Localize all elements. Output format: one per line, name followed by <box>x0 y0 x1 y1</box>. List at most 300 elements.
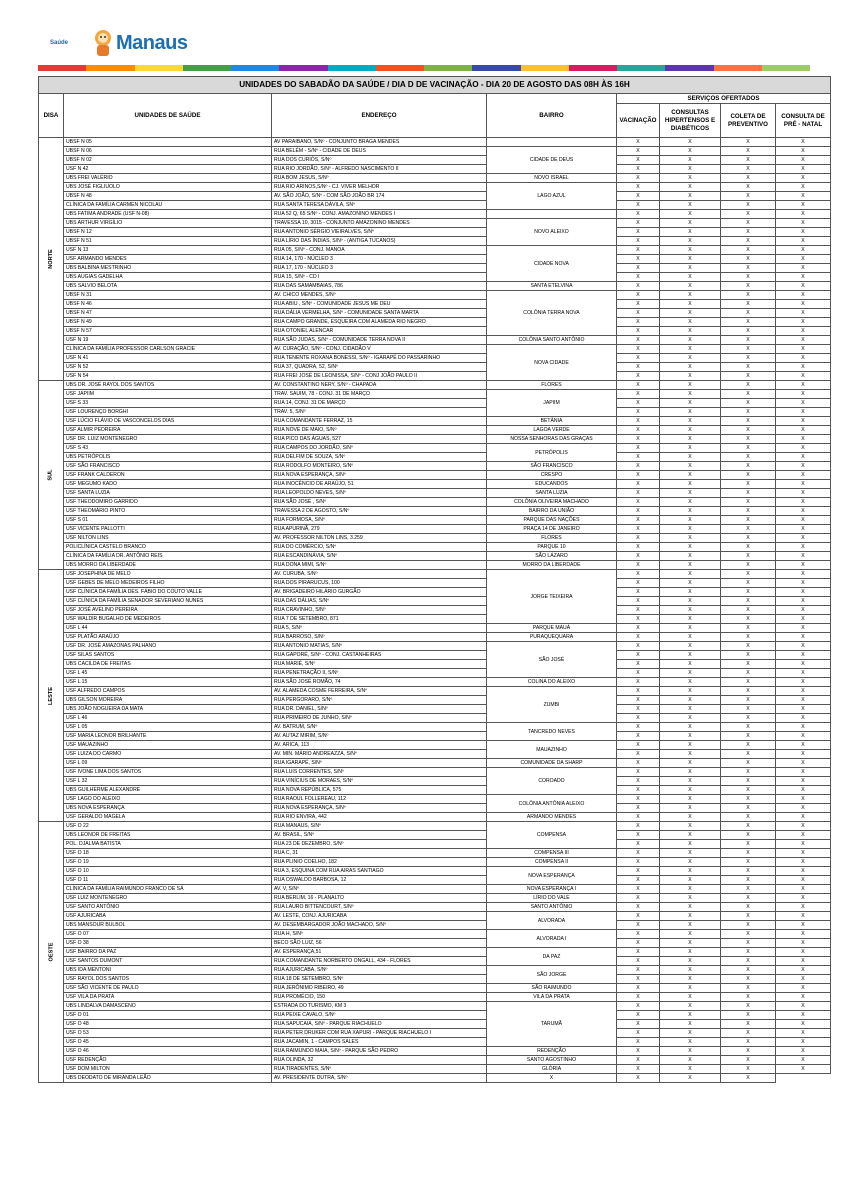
table-row <box>39 561 831 570</box>
unit-name: UBS DR. JOSÉ RAYOL DOS SANTOS <box>64 381 272 390</box>
region-oeste <box>39 822 64 1083</box>
service-coleta-mark: X <box>721 228 776 237</box>
service-consultas-mark: X <box>660 615 721 624</box>
strip-segment <box>183 65 231 71</box>
service-vacinacao-mark: X <box>617 309 660 318</box>
service-prenatal-mark: X <box>776 723 831 732</box>
service-consultas-mark: X <box>660 705 721 714</box>
service-vacinacao-mark: X <box>617 984 660 993</box>
unit-bairro: COMUNIDADE DA SHARP <box>487 759 617 768</box>
service-consultas-mark: X <box>660 597 721 606</box>
service-coleta-mark: X <box>721 408 776 417</box>
service-vacinacao-mark: X <box>617 363 660 372</box>
service-prenatal-mark: X <box>776 786 831 795</box>
unit-address: RUA 14, 170 - NÚCLEO 3 <box>272 255 487 264</box>
service-vacinacao-mark: X <box>617 480 660 489</box>
service-vacinacao-mark: X <box>617 561 660 570</box>
service-prenatal-mark: X <box>776 624 831 633</box>
service-consultas-mark: X <box>660 264 721 273</box>
service-prenatal-mark: X <box>776 408 831 417</box>
unit-bairro: PARQUE 10 <box>487 543 617 552</box>
service-consultas-mark: X <box>660 966 721 975</box>
service-vacinacao-mark: X <box>617 507 660 516</box>
service-coleta-mark: X <box>721 444 776 453</box>
unit-name: USF L 05 <box>64 723 272 732</box>
unit-bairro: CRESPO <box>487 471 617 480</box>
col-disa: DISA <box>39 94 64 138</box>
service-consultas-mark: X <box>660 678 721 687</box>
unit-address: RUA TENENTE ROXANA BONESSI, S/Nº - IGARAPÉ DO PASSARINHO <box>272 354 487 363</box>
unit-bairro: ALVORADA I <box>487 930 617 948</box>
table-row <box>39 552 831 561</box>
service-prenatal-mark: X <box>776 966 831 975</box>
col-bairro: BAIRRO <box>487 94 617 138</box>
unit-name: UBS PETRÓPOLIS <box>64 453 272 462</box>
unit-address: RUA PERGORARO, S/Nº <box>272 696 487 705</box>
unit-bairro: PARQUE DAS NAÇÕES <box>487 516 617 525</box>
table-row <box>39 1020 831 1029</box>
service-consultas-mark: X <box>660 489 721 498</box>
service-vacinacao-mark: X <box>617 354 660 363</box>
unit-name: USF O 22 <box>64 822 272 831</box>
unit-name: CLÍNICA DA FAMÍLIA RAIMUNDO FRANCO DE SÁ <box>64 885 272 894</box>
unit-bairro: TANCREDO NEVES <box>487 723 617 741</box>
unit-name: USF O 07 <box>64 930 272 939</box>
service-prenatal-mark: X <box>776 687 831 696</box>
service-consultas-mark: X <box>660 741 721 750</box>
strip-segment <box>86 65 134 71</box>
unit-name: USF L 15 <box>64 678 272 687</box>
table-row <box>39 786 831 795</box>
service-prenatal-mark: X <box>776 399 831 408</box>
service-vacinacao-mark: X <box>617 588 660 597</box>
service-vacinacao-mark: X <box>617 300 660 309</box>
unit-address: RUA SAPUCAIA, S/Nº - PARQUE RIACHUELO <box>272 1020 487 1029</box>
service-vacinacao-mark: X <box>617 894 660 903</box>
service-coleta-mark: X <box>721 570 776 579</box>
service-vacinacao-mark: X <box>617 921 660 930</box>
service-prenatal-mark: X <box>776 669 831 678</box>
unit-name: POLICLÍNICA CASTELO BRANCO <box>64 543 272 552</box>
service-prenatal-mark: X <box>776 237 831 246</box>
unit-address: RUA RODOLFO MONTEIRO, S/Nº <box>272 462 487 471</box>
service-vacinacao-mark: X <box>617 939 660 948</box>
service-coleta-mark: X <box>721 984 776 993</box>
service-prenatal-mark: X <box>776 390 831 399</box>
table-row <box>39 291 831 300</box>
unit-address: RUA H, S/Nº <box>272 930 487 939</box>
unit-bairro: CIDADE DE DEUS <box>487 147 617 174</box>
service-prenatal-mark: X <box>776 174 831 183</box>
service-coleta-mark: X <box>721 453 776 462</box>
unit-name: UBSF N 57 <box>64 327 272 336</box>
service-coleta-mark: X <box>721 327 776 336</box>
strip-segment <box>472 65 520 71</box>
unit-address: RUA JERÔNIMO RIBEIRO, 49 <box>272 984 487 993</box>
service-vacinacao-mark: X <box>617 777 660 786</box>
service-consultas-mark: X <box>660 165 721 174</box>
service-vacinacao-mark: X <box>617 831 660 840</box>
table-row <box>39 399 831 408</box>
table-row <box>39 453 831 462</box>
unit-bairro: BAIRRO DA UNIÃO <box>487 507 617 516</box>
unit-address: RUA NOVA ESPERANÇA, S/Nº <box>272 804 487 813</box>
unit-address: AV. SÃO JOÃO, S/Nº - COM SÃO JOÃO BR 174 <box>272 192 487 201</box>
col-vacinacao: VACINAÇÃO <box>617 104 660 138</box>
service-vacinacao-mark: X <box>617 1020 660 1029</box>
header-logos <box>44 26 244 64</box>
service-coleta-mark: X <box>721 462 776 471</box>
service-consultas-mark: X <box>660 318 721 327</box>
table-row <box>39 264 831 273</box>
service-prenatal-mark: X <box>776 912 831 921</box>
unit-address: RUA SANTA TERESA DÁVILA, SNº <box>272 201 487 210</box>
unit-bairro: LAGO AZUL <box>487 183 617 210</box>
service-vacinacao-mark: X <box>617 570 660 579</box>
service-coleta-mark: X <box>721 876 776 885</box>
service-prenatal-mark: X <box>776 1020 831 1029</box>
service-prenatal-mark: X <box>776 192 831 201</box>
unit-name: USF N 41 <box>64 354 272 363</box>
table-row <box>39 651 831 660</box>
service-prenatal-mark: X <box>776 696 831 705</box>
service-coleta-mark: X <box>721 804 776 813</box>
unit-address: RUA DR. DANIEL, S/Nº <box>272 705 487 714</box>
unit-address: RUA PRIMEIRO DE JUNHO, S/Nº <box>272 714 487 723</box>
service-prenatal-mark: X <box>776 849 831 858</box>
table-row <box>39 525 831 534</box>
service-consultas-mark: X <box>660 1020 721 1029</box>
service-consultas-mark: X <box>660 300 721 309</box>
units-table <box>38 76 831 1083</box>
service-coleta-mark: X <box>721 381 776 390</box>
service-prenatal-mark: X <box>776 336 831 345</box>
unit-name: USF BAIRRO DA PAZ <box>64 948 272 957</box>
service-vacinacao-mark: X <box>617 147 660 156</box>
service-coleta-mark: X <box>721 624 776 633</box>
service-coleta-mark: X <box>721 480 776 489</box>
mascot-icon <box>90 28 116 58</box>
table-row <box>39 1074 831 1083</box>
service-prenatal-mark: X <box>776 210 831 219</box>
service-coleta-mark: X <box>721 255 776 264</box>
service-prenatal-mark: X <box>776 165 831 174</box>
unit-name: UBS ARTHUR VIRGÍLIO <box>64 219 272 228</box>
service-prenatal-mark: X <box>776 183 831 192</box>
service-prenatal-mark: X <box>776 300 831 309</box>
service-consultas-mark: X <box>660 651 721 660</box>
unit-address: RUA SÃO JOSÉ ROMÃO, 74 <box>272 678 487 687</box>
service-prenatal-mark: X <box>776 534 831 543</box>
service-coleta-mark: X <box>721 354 776 363</box>
service-prenatal-mark: X <box>776 327 831 336</box>
unit-address: AV. V, S/Nº <box>272 885 487 894</box>
service-coleta-mark: X <box>721 273 776 282</box>
table-row <box>39 831 831 840</box>
unit-address: RUA GAPORÉ, S/Nº - CONJ. CASTANHEIRAS <box>272 651 487 660</box>
service-vacinacao-mark: X <box>617 345 660 354</box>
service-coleta-mark: X <box>721 957 776 966</box>
unit-name: POL. DJALMA BATISTA <box>64 840 272 849</box>
service-prenatal-mark: X <box>776 822 831 831</box>
service-coleta-mark: X <box>721 291 776 300</box>
service-consultas-mark: X <box>660 1011 721 1020</box>
service-vacinacao-mark: X <box>617 849 660 858</box>
service-prenatal-mark: X <box>776 273 831 282</box>
service-coleta-mark: X <box>721 966 776 975</box>
table-row <box>39 498 831 507</box>
service-prenatal-mark: X <box>776 1011 831 1020</box>
service-consultas-mark: X <box>660 795 721 804</box>
unit-bairro: SÃO FRANCISCO <box>487 462 617 471</box>
table-row <box>39 408 831 417</box>
service-consultas-mark: X <box>660 228 721 237</box>
service-coleta-mark: X <box>721 912 776 921</box>
service-consultas-mark: X <box>660 138 721 147</box>
table-row <box>39 966 831 975</box>
service-consultas-mark: X <box>660 471 721 480</box>
service-consultas-mark: X <box>660 534 721 543</box>
unit-address: RUA RIO ARINOS,S/Nº - CJ. VIVER MELHOR <box>272 183 487 192</box>
service-consultas-mark: X <box>660 498 721 507</box>
unit-address: RUA FORMOSA, S/Nº <box>272 516 487 525</box>
service-vacinacao-mark: X <box>617 444 660 453</box>
service-vacinacao-mark: X <box>617 1038 660 1047</box>
unit-name: USF GERALDO MAGELA <box>64 813 272 822</box>
unit-name: UBSF N 51 <box>64 237 272 246</box>
unit-name: USF SANTOS DUMONT <box>64 957 272 966</box>
table-row <box>39 894 831 903</box>
unit-name: USF GEBES DE MELO MEDEIROS FILHO <box>64 579 272 588</box>
unit-address: AV. BRIGADEIRO HILÁRIO GURGÃO <box>272 588 487 597</box>
service-coleta-mark: X <box>721 156 776 165</box>
unit-bairro: CIDADE NOVA <box>487 246 617 282</box>
unit-bairro: LAGOA VERDE <box>487 426 617 435</box>
unit-name: USF SÃO VICENTE DE PAULO <box>64 984 272 993</box>
service-coleta-mark: X <box>721 1011 776 1020</box>
service-vacinacao-mark: X <box>617 138 660 147</box>
service-coleta-mark: X <box>721 714 776 723</box>
service-consultas-mark: X <box>660 867 721 876</box>
service-consultas-mark: X <box>660 552 721 561</box>
unit-bairro: COLÔNIA ANTÔNIA ALEIXO <box>487 795 617 813</box>
unit-name: USF LUIZ MONTENEGRO <box>64 894 272 903</box>
service-coleta-mark: X <box>721 921 776 930</box>
table-row <box>39 192 831 201</box>
service-vacinacao-mark: X <box>617 804 660 813</box>
table-row <box>39 741 831 750</box>
service-prenatal-mark: X <box>776 1047 831 1056</box>
table-row <box>39 210 831 219</box>
service-prenatal-mark: X <box>776 345 831 354</box>
unit-name: UBS GILSON MOREIRA <box>64 696 272 705</box>
unit-name: UBS MANSOUR BULBOL <box>64 921 272 930</box>
service-consultas-mark: X <box>660 642 721 651</box>
unit-name: USF S 33 <box>64 399 272 408</box>
service-coleta-mark: X <box>721 597 776 606</box>
service-consultas-mark: X <box>660 417 721 426</box>
service-coleta-mark: X <box>721 840 776 849</box>
service-vacinacao-mark: X <box>617 489 660 498</box>
service-consultas-mark: X <box>660 840 721 849</box>
service-vacinacao-mark: X <box>617 903 660 912</box>
unit-name: USF N 54 <box>64 372 272 381</box>
service-consultas-mark: X <box>660 831 721 840</box>
service-consultas-mark: X <box>660 561 721 570</box>
table-row <box>39 300 831 309</box>
service-coleta-mark: X <box>721 669 776 678</box>
table-row <box>39 867 831 876</box>
service-coleta-mark: X <box>721 903 776 912</box>
service-vacinacao-mark: X <box>617 318 660 327</box>
service-vacinacao-mark: X <box>617 912 660 921</box>
service-coleta-mark: X <box>721 174 776 183</box>
table-row <box>39 876 831 885</box>
table-row <box>39 921 831 930</box>
service-vacinacao-mark: X <box>617 678 660 687</box>
unit-address: RUA PENETRAÇÃO II, S/Nº <box>272 669 487 678</box>
unit-name: USF SANTA LUZIA <box>64 489 272 498</box>
table-row <box>39 939 831 948</box>
service-prenatal-mark: X <box>776 975 831 984</box>
service-prenatal-mark: X <box>776 489 831 498</box>
service-vacinacao-mark: X <box>617 768 660 777</box>
table-row <box>39 165 831 174</box>
strip-segment <box>231 65 279 71</box>
unit-address: RUA MARIÉ, S/Nº <box>272 660 487 669</box>
unit-address: RUA DONA MIMI, S/Nº <box>272 561 487 570</box>
strip-segment <box>38 65 86 71</box>
service-vacinacao-mark: X <box>617 759 660 768</box>
service-prenatal-mark: X <box>776 930 831 939</box>
unit-address: AV. LESTE, CONJ. AJURICABA <box>272 912 487 921</box>
service-vacinacao-mark: X <box>617 840 660 849</box>
service-consultas-mark: X <box>660 858 721 867</box>
service-vacinacao-mark: X <box>617 543 660 552</box>
service-consultas-mark: X <box>660 399 721 408</box>
unit-address: RUA RAOUL FOLLEREAU, 112 <box>272 795 487 804</box>
service-coleta-mark: X <box>721 1065 776 1074</box>
strip-segment <box>135 65 183 71</box>
unit-address: RUA LAURO BITTENCOURT, S/Nº <box>272 903 487 912</box>
col-prenatal: CONSULTA DE PRÉ - NATAL <box>776 104 831 138</box>
service-vacinacao-mark: X <box>617 1002 660 1011</box>
unit-address: RUA RIO JORDÃO, S/Nº - ALFREDO NASCIMENTO II <box>272 165 487 174</box>
service-prenatal-mark: X <box>776 732 831 741</box>
service-vacinacao-mark: X <box>617 885 660 894</box>
unit-address: ESTRADA DO TURISMO, KM 3 <box>272 1002 487 1011</box>
table-title: UNIDADES DO SABADÃO DA SAÚDE / DIA D DE VACINAÇÃO - DIA 20 DE AGOSTO DAS 08H ÀS 16H <box>39 77 831 94</box>
service-prenatal-mark: X <box>776 552 831 561</box>
table-row <box>39 489 831 498</box>
table-row <box>39 1065 831 1074</box>
unit-address: RUA PROMÉCIO, 150 <box>272 993 487 1002</box>
table-row <box>39 174 831 183</box>
service-vacinacao-mark: X <box>617 174 660 183</box>
unit-address: AV. BATRUM, S/Nº <box>272 723 487 732</box>
unit-address: AV. CHICO MENDES, S/Nº <box>272 291 487 300</box>
decorative-color-strip <box>38 65 810 71</box>
service-vacinacao-mark: X <box>617 525 660 534</box>
service-vacinacao-mark: X <box>617 273 660 282</box>
service-prenatal-mark: X <box>721 1074 776 1083</box>
unit-address: RUA DOS PIRARUCUS, 100 <box>272 579 487 588</box>
service-vacinacao-mark: X <box>617 579 660 588</box>
service-prenatal-mark: X <box>776 876 831 885</box>
service-vacinacao-mark: X <box>617 282 660 291</box>
unit-name: USF N 19 <box>64 336 272 345</box>
unit-bairro: SANTO ANTÔNIO <box>487 903 617 912</box>
service-consultas-mark: X <box>660 957 721 966</box>
service-prenatal-mark: X <box>776 426 831 435</box>
service-vacinacao-mark: X <box>617 390 660 399</box>
unit-bairro: PURAQUEQUARA <box>487 633 617 642</box>
unit-name: USF JAPIIM <box>64 390 272 399</box>
service-prenatal-mark: X <box>776 228 831 237</box>
service-consultas-mark: X <box>660 804 721 813</box>
unit-name: USF O 18 <box>64 849 272 858</box>
service-consultas-mark: X <box>660 354 721 363</box>
unit-address: TRAVESSA 10, 3015 - CONJUNTO AMAZONINO MENDES <box>272 219 487 228</box>
unit-bairro: NOSSA SENHORAS DAS GRAÇAS <box>487 435 617 444</box>
service-prenatal-mark: X <box>776 138 831 147</box>
unit-address: RUA COMANDANTE NORBERTO ONGALL, 434 - FLORES <box>272 957 487 966</box>
service-prenatal-mark: X <box>776 417 831 426</box>
service-coleta-mark: X <box>721 363 776 372</box>
table-row <box>39 381 831 390</box>
service-vacinacao-mark: X <box>617 705 660 714</box>
unit-name: USF CLÍNICA DA FAMÍLIA DES. FÁBIO DO COUTO VALLE <box>64 588 272 597</box>
service-coleta-mark: X <box>721 201 776 210</box>
table-row <box>39 678 831 687</box>
service-coleta-mark: X <box>721 336 776 345</box>
table-row <box>39 318 831 327</box>
region-label: SUL <box>48 469 54 481</box>
service-vacinacao-mark: X <box>617 327 660 336</box>
manaus-logo: Manaus <box>116 32 188 54</box>
service-coleta-mark: X <box>721 822 776 831</box>
col-consultas: CONSULTAS HIPERTENSOS E DIABÉTICOS <box>660 104 721 138</box>
table-row <box>39 696 831 705</box>
service-consultas-mark: X <box>660 633 721 642</box>
service-coleta-mark: X <box>721 318 776 327</box>
unit-name: USF O 01 <box>64 1011 272 1020</box>
unit-name: USF O 45 <box>64 1038 272 1047</box>
unit-bairro <box>487 210 617 219</box>
service-consultas-mark: X <box>660 822 721 831</box>
region-sul <box>39 381 64 570</box>
unit-bairro: EDUCANDOS <box>487 480 617 489</box>
service-vacinacao-mark: X <box>617 858 660 867</box>
service-vacinacao-mark: X <box>617 237 660 246</box>
service-consultas-mark: X <box>660 723 721 732</box>
unit-address: AV. DESEMBARGADOR JOÃO MACHADO, S/Nº <box>272 921 487 930</box>
table-row <box>39 813 831 822</box>
service-vacinacao-mark: X <box>617 534 660 543</box>
unit-address: AV. ARICA, 113 <box>272 741 487 750</box>
service-prenatal-mark: X <box>776 615 831 624</box>
unit-address: RUA JACAMIN, 1 - CAMPOS SALES <box>272 1038 487 1047</box>
units-table-wrapper <box>38 76 825 1083</box>
service-prenatal-mark: X <box>776 453 831 462</box>
table-row <box>39 228 831 237</box>
service-consultas-mark: X <box>660 345 721 354</box>
service-coleta-mark: X <box>721 516 776 525</box>
service-coleta-mark: X <box>721 786 776 795</box>
service-vacinacao-mark: X <box>617 192 660 201</box>
unit-name: UBSF N 02 <box>64 156 272 165</box>
table-row <box>39 840 831 849</box>
